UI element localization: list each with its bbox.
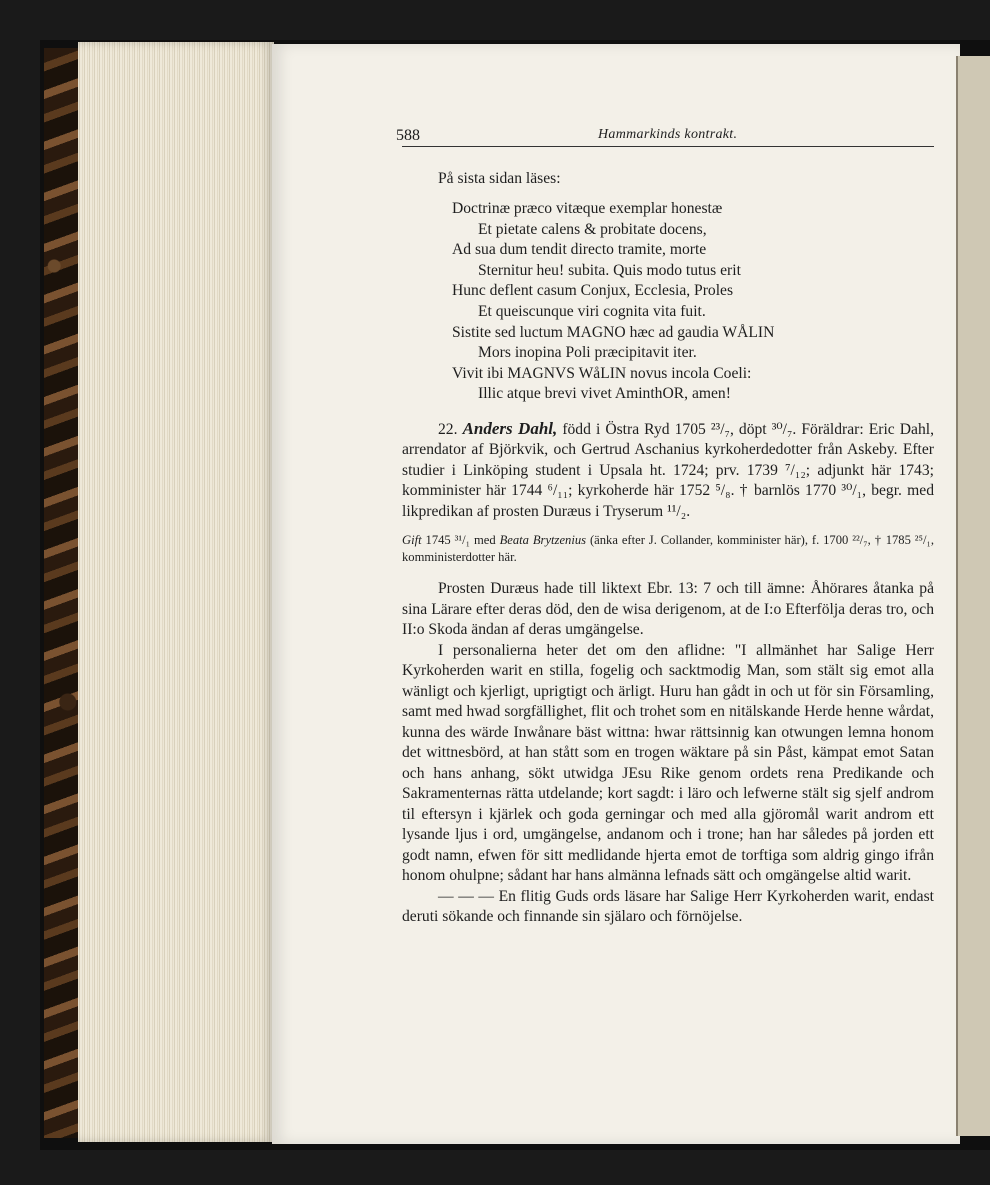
marbled-cover-edge bbox=[44, 48, 79, 1138]
poem-line: Doctrinæ præco vitæque exemplar honestæ bbox=[452, 200, 723, 217]
spouse-name: Beata Brytzenius bbox=[499, 533, 587, 548]
facing-page-edge bbox=[956, 56, 990, 1136]
running-head bbox=[396, 124, 934, 147]
entry-name: Anders Dahl, bbox=[462, 418, 558, 438]
marriage-date: 1745 ³¹/₁ med bbox=[425, 533, 496, 548]
personalia-paragraph: I personalierna heter det om den aflidne: "I allmänhet har Salige Herr Kyrkoherden warit en stilla, fogelig och sacktmodig Man, som stält sig emot alla wänligt och kjerligt, uprigtigt och ärligt. Huru han gådt in och ut för sin Församling, samt med hwad sorgfällighet, flit och trohet som en nitälskande Herde henne wårdat, kunna des wärde Inwånare bäst wittna: hwar rättsinnig kan otwungen lemna honom det wittnesbörd, at han stått som en trogen wäktare på sin Påst, kämpat emot Satan och hans anhang, sökt utwidga JEsu Rike genom ordets rena Predikande och Sakramenternas rätta utdelande; kort sagdt: i läro och lefwerne stält sig sjelf androm til eftersyn i kjärlek och goda gerningar och med alla gjöromål warit androm ett lysande ljus i ord, umgängelse, andanom och i trone; han har således på jorden ett godt namn, efwen för sitt medlidande hjerta emot de torftiga som aldrig gingo ifrån honom ohulpne; sådant har hans almänna lefnads sätt och omgängelse altid warit. bbox=[402, 641, 934, 885]
entry-number: 22. bbox=[438, 420, 458, 438]
poem-line: Vivit ibi MAGNVS WåLIN novus incola Coeli: bbox=[452, 364, 752, 382]
marriage-note bbox=[402, 532, 934, 566]
entry-text: född i Östra Ryd 1705 ²³/₇, döpt ³⁰/₇. Föräldrar: Eric Dahl, arrendator af Björkvik, och Gertrud Aschanius kyrkoherdedotter från Askeby. Efter studier i Linköping student i Upsala ht. 1724; prv. 1739 ⁷/₁₂; adjunkt här 1743; komminister här 1744 ⁶/₁₁; kyrkoherde här 1752 ⁵/₈. † barnlös 1770 ³⁰/₁, begr. med likpredikan af prosten Duræus i Tryserum ¹¹/₂. bbox=[402, 420, 934, 520]
intro-line: På sista sidan läses: bbox=[438, 170, 561, 187]
epitaph-poem bbox=[402, 199, 934, 405]
sermon-paragraph: Prosten Duræus hade till liktext Ebr. 13: 7 och till ämne: Åhörares åtanka på sina Lärare efter deras död, den de wisa derigenom, at de I:o Efterfölja deras tro, och II:o Skoda ändan af deras umgängelse. bbox=[402, 580, 934, 639]
poem-line: Et pietate calens & probitate docens, bbox=[478, 220, 707, 238]
poem-line: Illic atque brevi vivet AminthOR, amen! bbox=[478, 385, 731, 403]
poem-line: Et queiscunque viri cognita vita fuit. bbox=[478, 302, 706, 320]
page-content bbox=[396, 124, 935, 928]
marriage-label: Gift bbox=[402, 533, 422, 548]
page-stack-edges bbox=[78, 42, 274, 1142]
poem-line: Hunc deflent casum Conjux, Ecclesia, Proles bbox=[452, 282, 734, 300]
poem-line: Sistite sed luctum MAGNO hæc ad gaudia WÅLIN bbox=[452, 323, 775, 341]
poem-line: Ad sua dum tendit directo tramite, morte bbox=[452, 241, 707, 259]
poem-line: Sternitur heu! subita. Quis modo tutus erit bbox=[478, 261, 741, 279]
biography-entry bbox=[402, 419, 934, 523]
marriage-details: (änka efter J. Collander, komminister här), f. 1700 ²²/₇, † 1785 ²⁵/₁, komministerdotter här. bbox=[402, 533, 935, 565]
page-number: 588 bbox=[396, 127, 420, 144]
poem-line: Mors inopina Poli præcipitavit iter. bbox=[478, 344, 697, 362]
running-title: Hammarkinds kontrakt. bbox=[598, 127, 738, 142]
closing-paragraph: — — — En flitig Guds ords läsare har Salige Herr Kyrkoherden warit, endast deruti sökande och finnande sin själaro och förnöjelse. bbox=[402, 887, 934, 926]
